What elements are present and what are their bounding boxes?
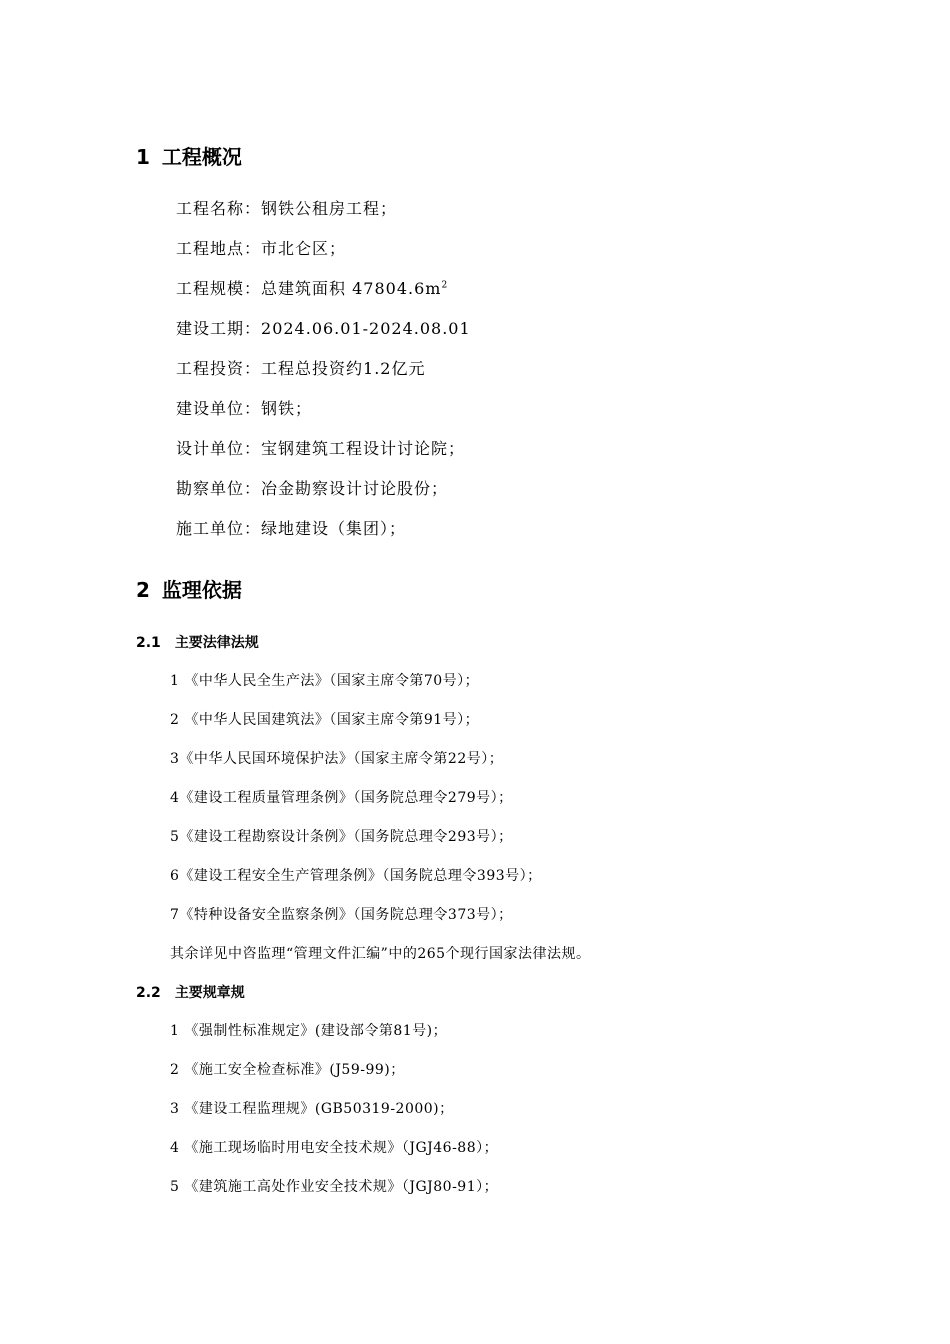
field-label: 工程投资：	[176, 359, 262, 378]
area-unit-superscript: 2	[441, 280, 449, 291]
subsection-title: 主要规章规	[174, 985, 245, 1001]
field-label: 勘察单位：	[176, 479, 262, 498]
subsection-number: 2.1	[136, 635, 161, 651]
section-1-number: 1	[136, 145, 150, 169]
project-info-line	[176, 479, 448, 499]
project-info-line	[176, 279, 448, 299]
subsection-number: 2.2	[136, 985, 161, 1001]
field-value: 冶金勘察设计讨论股份；	[261, 479, 449, 498]
standard-item: 5 《建筑施工高处作业安全技术规》（JGJ80-91）；	[170, 1179, 499, 1195]
project-info-line	[176, 519, 406, 539]
standard-item: 4 《施工现场临时用电安全技术规》（JGJ46-88）；	[170, 1140, 499, 1156]
regulation-item: 7《特种设备安全监察条例》（国务院总理令373号）；	[170, 907, 513, 923]
regulation-item: 4《建设工程质量管理条例》（国务院总理令279号）；	[170, 790, 513, 806]
subsection-2-1-heading	[136, 634, 259, 652]
field-label: 工程地点：	[176, 239, 262, 258]
regulation-item: 3《中华人民国环境保护法》（国家主席令第22号）；	[170, 751, 504, 767]
standard-item: 1 《强制性标准规定》(建设部令第81号)；	[170, 1023, 448, 1039]
regulation-item: 5《建设工程勘察设计条例》（国务院总理令293号）；	[170, 829, 513, 845]
field-value: 钢铁公租房工程；	[261, 199, 398, 218]
regulation-note: 其余详见中咨监理“管理文件汇编”中的265个现行国家法律法规。	[170, 946, 591, 962]
field-value: 工程总投资约1.2亿元	[261, 359, 426, 378]
standard-item: 3 《建设工程监理规》(GB50319-2000)；	[170, 1101, 454, 1117]
regulation-item: 6《建设工程安全生产管理条例》（国务院总理令393号）；	[170, 868, 542, 884]
regulation-item: 2 《中华人民国建筑法》（国家主席令第91号）；	[170, 712, 480, 728]
project-info-line	[176, 359, 425, 379]
project-info-line	[176, 439, 465, 459]
project-info-line	[176, 199, 397, 219]
standard-item: 2 《施工安全检查标准》(J59-99)；	[170, 1062, 405, 1078]
field-label: 设计单位：	[176, 439, 262, 458]
field-label: 施工单位：	[176, 519, 262, 538]
section-2-title: 监理依据	[161, 578, 242, 602]
field-value: 钢铁；	[261, 399, 313, 418]
field-label: 建设工期：	[176, 319, 262, 338]
field-value: 2024.06.01-2024.08.01	[261, 319, 471, 338]
section-1-heading	[136, 145, 242, 169]
field-value: 绿地建设（集团）；	[261, 519, 407, 538]
section-1-title: 工程概况	[161, 145, 242, 169]
project-info-line	[176, 319, 471, 339]
field-value: 市北仑区；	[261, 239, 347, 258]
project-info-line	[176, 399, 312, 419]
section-2-number: 2	[136, 578, 150, 602]
subsection-2-2-heading	[136, 984, 245, 1002]
subsection-title: 主要法律法规	[174, 635, 259, 651]
field-value: 宝钢建筑工程设计讨论院；	[261, 439, 466, 458]
field-label: 工程规模：	[176, 279, 262, 298]
project-info-line	[176, 239, 346, 259]
field-value: 总建筑面积 47804.6m	[261, 279, 442, 298]
regulation-item: 1 《中华人民全生产法》（国家主席令第70号）；	[170, 673, 480, 689]
section-2-heading	[136, 578, 242, 602]
field-label: 工程名称：	[176, 199, 262, 218]
field-label: 建设单位：	[176, 399, 262, 418]
